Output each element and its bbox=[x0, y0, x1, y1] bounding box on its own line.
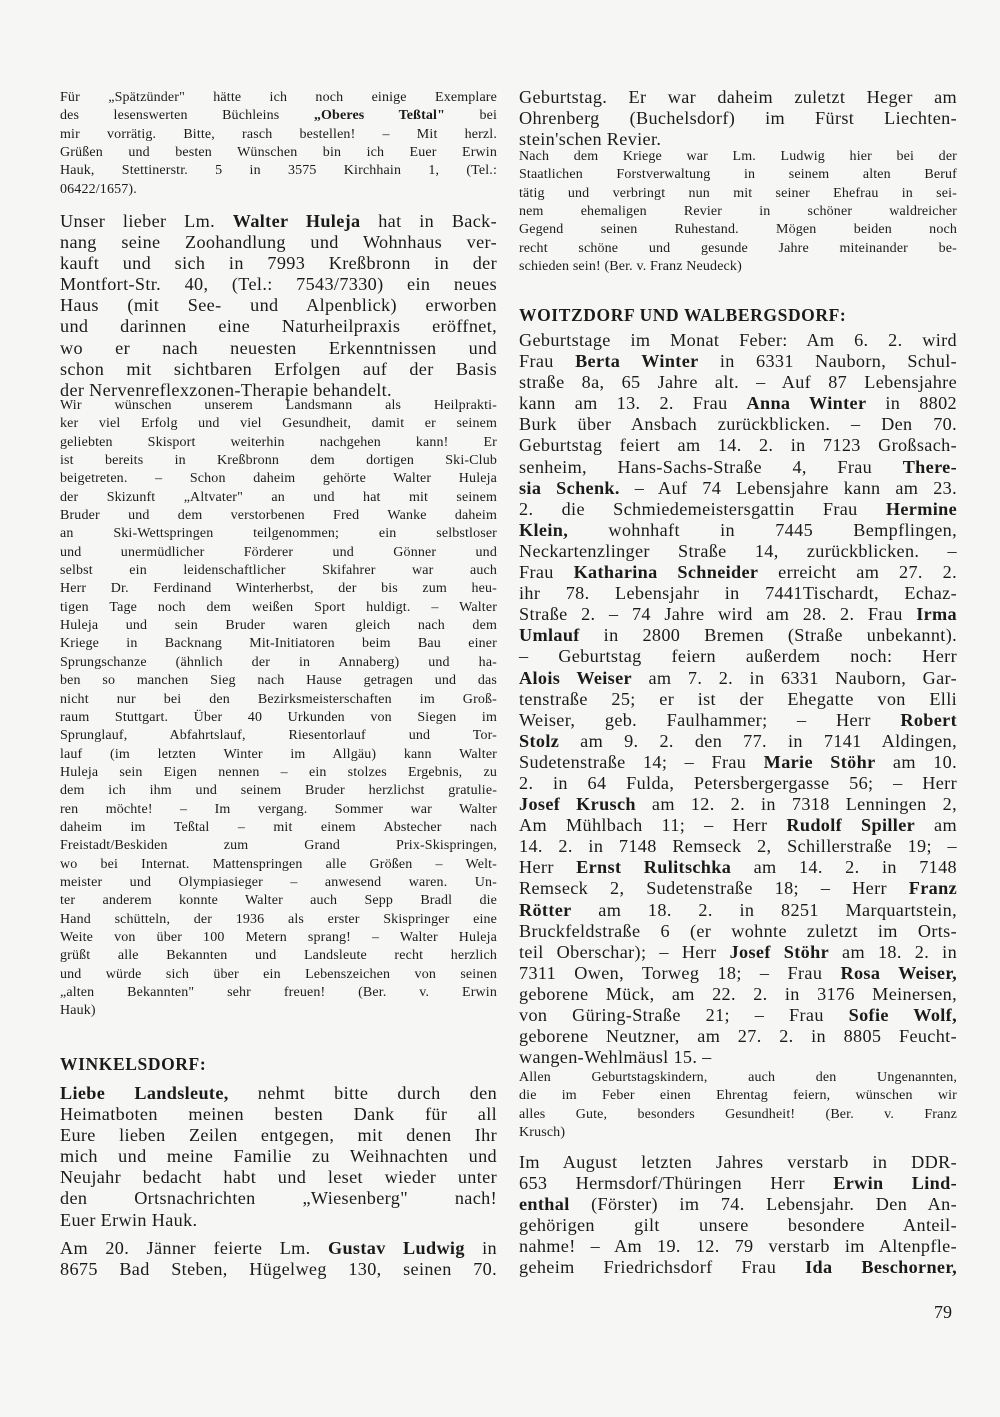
text-run: Unser lieber Lm. bbox=[60, 211, 233, 231]
text-run: Sprunglauf, Abfahrtslauf, Riesentorlauf und Tor- bbox=[60, 728, 497, 744]
text-line bbox=[60, 966, 497, 984]
text-run: Im August letzten Jahres verstarb in DDR- bbox=[519, 1152, 957, 1172]
text-run: Frau bbox=[519, 562, 574, 583]
text-run: 06422/1657). bbox=[60, 181, 137, 197]
text-run: senheim, Hans-Sachs-Straße 4, Frau bbox=[519, 456, 903, 477]
text-line bbox=[60, 599, 497, 617]
text-line bbox=[60, 1188, 497, 1209]
text-line bbox=[519, 1236, 957, 1257]
text-run: daheim im Teßtal – mit einem Abstecher nach bbox=[60, 819, 497, 835]
text-run: 653 Hermsdorf/Thüringen Herr bbox=[519, 1173, 834, 1194]
text-line bbox=[60, 359, 497, 380]
text-line bbox=[519, 1194, 957, 1215]
bold-name: Josef Stöhr bbox=[729, 941, 829, 962]
text-line bbox=[519, 203, 957, 221]
text-line bbox=[60, 782, 497, 800]
text-run: nahme! – Am 19. 12. 79 verstarb im Altenpfle- bbox=[519, 1236, 957, 1257]
text-line bbox=[60, 434, 497, 452]
text-run: nang seine Zoohandlung und Wohnhaus ver- bbox=[60, 232, 497, 253]
text-run: Herr bbox=[519, 857, 577, 878]
text-run: nehmt bitte durch den bbox=[228, 1083, 498, 1103]
text-line bbox=[60, 874, 497, 892]
text-line bbox=[519, 815, 957, 836]
text-run: Grüßen und besten Wünschen bin ich Euer Erwin bbox=[60, 145, 497, 161]
text-run: mir vorrätig. Bitte, rasch bestellen! – Mit herzl. bbox=[60, 126, 497, 142]
text-line bbox=[60, 892, 497, 910]
bold-name: Marie Stöhr bbox=[763, 751, 876, 772]
text-run: Hand schütteln, der 1936 als erster Skispringer eine bbox=[60, 911, 497, 927]
text-line bbox=[519, 414, 957, 435]
text-run: am 9. 2. den 77. in 7141 Aldingen, bbox=[559, 730, 957, 751]
text-run: Weite von über 100 Metern sprang! – Walter Huleja bbox=[60, 929, 497, 945]
note-paragraph bbox=[60, 397, 497, 1021]
text-line bbox=[60, 338, 497, 359]
text-run: Staatlichen Forstverwaltung in seinem alten Beruf bbox=[519, 167, 957, 183]
text-line bbox=[519, 731, 957, 752]
bold-name: Anna Winter bbox=[746, 393, 867, 414]
bold-name: Liebe Landsleute, bbox=[60, 1083, 229, 1103]
text-line bbox=[60, 947, 497, 965]
text-run: am 12. 2. in 7318 Lenningen 2, bbox=[635, 794, 957, 815]
text-run: wo bei Internat. Mattenspringen alle Größen – Welt- bbox=[60, 856, 497, 872]
left-column bbox=[60, 0, 497, 1300]
note-paragraph bbox=[519, 1069, 957, 1142]
text-run: – Geburtstag feiern außerdem noch: Herr bbox=[519, 646, 957, 667]
text-line bbox=[60, 617, 497, 635]
text-run: am 18. 2. in 8251 Marquartstein, bbox=[571, 899, 957, 920]
bold-name: „Oberes Teßtal" bbox=[313, 108, 446, 124]
text-run: des lesenswerten Büchleins bbox=[60, 108, 314, 124]
text-line bbox=[519, 583, 957, 604]
text-run: an Ski-Wettspringen teilgenommen; ein selbstloser bbox=[60, 526, 497, 542]
text-run: raum Stuttgart. Über 40 Urkunden von Siegen im bbox=[60, 709, 497, 725]
text-run: in 8802 bbox=[866, 393, 957, 414]
text-run: meister und Olympiasieger – anwesend waren. Un- bbox=[60, 874, 497, 890]
text-line bbox=[60, 1125, 497, 1146]
text-line bbox=[60, 764, 497, 782]
text-run: ihr 78. Lebensjahr in 7441Tischardt, Echaz- bbox=[519, 583, 957, 604]
text-line bbox=[519, 1069, 957, 1087]
text-run: lauf (im letzten Winter im Allgäu) kann Walter bbox=[60, 746, 497, 762]
bold-name: Berta Winter bbox=[575, 351, 699, 372]
text-run: wangen-Wehlmäusl 15. – bbox=[519, 1047, 712, 1068]
text-run: am 18. 2. in bbox=[829, 941, 958, 962]
text-line bbox=[60, 232, 497, 253]
text-line bbox=[519, 435, 957, 456]
text-line bbox=[519, 984, 957, 1005]
text-run: Straße 2. – 74 Jahre wird am 28. 2. Frau bbox=[519, 604, 917, 625]
text-run: Bruder und dem verstorbenen Fred Wanke daheim bbox=[60, 508, 497, 524]
text-run: 2. in 64 Fulda, Petersbergergasse 56; – Herr bbox=[519, 772, 957, 793]
bold-name: There- bbox=[902, 456, 957, 477]
bold-name: sia Schenk. bbox=[519, 477, 620, 498]
text-line bbox=[519, 108, 957, 129]
text-run: stein'schen Revier. bbox=[519, 129, 662, 150]
text-run: und darinnen eine Naturheilpraxis eröffnet, bbox=[60, 316, 497, 337]
text-line bbox=[60, 1146, 497, 1167]
text-line bbox=[60, 654, 497, 672]
text-run: Geburtstage im Monat Feber: Am 6. 2. wird bbox=[519, 330, 957, 350]
text-line bbox=[519, 773, 957, 794]
body-paragraph bbox=[60, 211, 497, 401]
text-line bbox=[60, 489, 497, 507]
text-line bbox=[60, 181, 497, 199]
text-line bbox=[519, 1173, 957, 1194]
text-line bbox=[519, 942, 957, 963]
text-run: wo er nach neuesten Erkenntnissen und bbox=[60, 337, 497, 358]
text-run: Bruckfeldstraße 6 (er wohnte zuletzt im Orts- bbox=[519, 920, 957, 941]
section-heading: WINKELSDORF: bbox=[60, 1054, 207, 1074]
text-line bbox=[60, 1259, 497, 1280]
bold-name: enthal bbox=[519, 1194, 570, 1215]
bold-name: Ida Beschorner, bbox=[805, 1257, 957, 1278]
text-line bbox=[60, 274, 497, 295]
text-run: – Auf 74 Lebensjahre kann am 23. bbox=[619, 477, 957, 498]
text-run: ben so manchen Sieg nach Hause getragen und das bbox=[60, 673, 497, 689]
text-line bbox=[60, 1083, 497, 1104]
text-run: tenstraße 25; er ist der Ehegatte von Elli bbox=[519, 688, 957, 709]
text-run: Geburtstag feiert am 14. 2. in 7123 Großsach- bbox=[519, 435, 957, 456]
text-line bbox=[519, 857, 957, 878]
text-run: Huleja sein Eigen nennen – ein stolzes Ergebnis, zu bbox=[60, 764, 497, 780]
text-line bbox=[60, 1104, 497, 1125]
bold-name: Gustav Ludwig bbox=[327, 1238, 465, 1258]
bold-name: Walter Huleja bbox=[232, 211, 361, 231]
text-line bbox=[519, 1257, 957, 1278]
text-line bbox=[519, 185, 957, 203]
bold-name: Ernst Rulitschka bbox=[576, 857, 732, 878]
text-run: und unermüdlicher Förderer und Gönner und bbox=[60, 544, 497, 560]
text-run: ker viel Erfolg und viel Gesundheit, damit er seinem bbox=[60, 416, 497, 432]
text-line bbox=[60, 1210, 497, 1231]
text-line bbox=[60, 316, 497, 337]
text-run: Herr Dr. Ferdinand Winterherbst, der bis zum heu- bbox=[60, 581, 497, 597]
bold-name: Hermine bbox=[885, 498, 957, 519]
text-line bbox=[60, 144, 497, 162]
text-line bbox=[519, 1106, 957, 1124]
text-line bbox=[60, 911, 497, 929]
text-run: schon mit sichtbaren Erfolgen auf der Basis bbox=[60, 358, 497, 379]
text-run: Burk über Ansbach zurückblicken. – Den 70. bbox=[519, 414, 957, 435]
text-run: ter anderem konnte Walter auch Sepp Bradl die bbox=[60, 893, 497, 909]
text-run: schieden sein! (Ber. v. Franz Neudeck) bbox=[519, 259, 742, 275]
text-line bbox=[60, 984, 497, 1002]
text-run: Nach dem Kriege war Lm. Ludwig hier bei der bbox=[519, 149, 957, 164]
text-line bbox=[60, 253, 497, 274]
bold-name: Rötter bbox=[519, 899, 572, 920]
bold-name: Robert bbox=[900, 709, 957, 730]
text-run: (Förster) im 74. Lebensjahr. Den An- bbox=[569, 1194, 957, 1215]
text-line bbox=[519, 258, 957, 276]
body-paragraph bbox=[519, 1152, 957, 1279]
text-line bbox=[519, 794, 957, 815]
text-run: recht schöne und gesunde Jahre miteinander be- bbox=[519, 240, 957, 256]
bold-name: Erwin Lind- bbox=[833, 1173, 957, 1194]
text-run: Am 20. Jänner feierte Lm. bbox=[60, 1238, 328, 1258]
text-run: „alten Bekannten" sehr freuen! (Ber. v. Erwin bbox=[60, 985, 497, 1000]
text-run: Weiser, geb. Faulhammer; – Herr bbox=[519, 709, 901, 730]
text-run: Am Mühlbach 11; – Herr bbox=[519, 815, 787, 836]
text-run: und würde sich über ein Lebenszeichen von seinen bbox=[60, 966, 497, 982]
text-line bbox=[60, 211, 497, 232]
text-line bbox=[519, 1215, 957, 1236]
text-line bbox=[519, 878, 957, 899]
text-run: Allen Geburtstagskindern, auch den Ungenannten, bbox=[519, 1070, 957, 1085]
section-heading: WOITZDORF UND WALBERGSDORF: bbox=[519, 305, 847, 325]
text-run: Hauk) bbox=[60, 1003, 96, 1019]
text-run: Für „Spätzünder" hätte ich noch einige Exemplare bbox=[60, 90, 497, 105]
body-paragraph bbox=[519, 330, 957, 1068]
text-line bbox=[60, 452, 497, 470]
body-paragraph bbox=[519, 87, 957, 150]
text-line bbox=[519, 148, 957, 166]
text-line bbox=[519, 541, 957, 562]
text-line bbox=[519, 372, 957, 393]
text-run: grüßt alle Bekannten und Landsleute recht herzlich bbox=[60, 948, 497, 964]
bold-name: Rosa Weiser, bbox=[840, 962, 957, 983]
note-paragraph bbox=[519, 148, 957, 276]
text-run: den Ortsnachrichten „Wiesenberg" nach! bbox=[60, 1188, 497, 1209]
text-run: ist bereits in Kreßbronn dem dortigen Ski-Club bbox=[60, 453, 497, 469]
text-line bbox=[519, 604, 957, 625]
text-line bbox=[60, 126, 497, 144]
text-line bbox=[60, 1167, 497, 1188]
text-line bbox=[60, 672, 497, 690]
text-line bbox=[60, 507, 497, 525]
text-run: Krusch) bbox=[519, 1125, 566, 1141]
text-run: Neckartenzlinger Straße 14, zurückblicken. – bbox=[519, 540, 957, 561]
text-line bbox=[60, 709, 497, 727]
text-run: geborene Mück, am 22. 2. in 3176 Meinersen, bbox=[519, 983, 957, 1004]
text-run: 2. die Schmiedemeistersgattin Frau bbox=[519, 498, 886, 519]
note-paragraph bbox=[60, 89, 497, 199]
text-run: Euer Erwin Hauk. bbox=[60, 1209, 198, 1230]
text-run: der Nervenreflexzonen-Therapie behandelt. bbox=[60, 379, 392, 400]
text-run: Eure lieben Zeilen entgegen, mit denen Ihr bbox=[60, 1125, 497, 1146]
text-run: Haus (mit See- und Alpenblick) erworben bbox=[60, 295, 497, 316]
text-run: Huleja und sein Bruder waren gleich nach dem bbox=[60, 618, 497, 634]
text-run: Gegend seinen Ruhestand. Mögen beiden noch bbox=[519, 222, 957, 238]
text-line bbox=[60, 562, 497, 580]
text-run: geliebten Skisport weiterhin nachgehen kann! Er bbox=[60, 434, 497, 450]
text-run: kann am 13. 2. Frau bbox=[519, 393, 747, 414]
text-run: Montfort-Str. 40, (Tel.: 7543/7330) ein neues bbox=[60, 274, 497, 295]
text-run: der Skizunft „Altvater" an und hat mit seinem bbox=[60, 489, 497, 505]
text-line bbox=[60, 635, 497, 653]
text-run: Frau bbox=[519, 351, 576, 372]
text-line bbox=[60, 397, 497, 415]
text-run: geheim Friedrichsdorf Frau bbox=[519, 1257, 806, 1278]
text-line bbox=[519, 457, 957, 478]
text-run: Hauk, Stettinerstr. 5 in 3575 Kirchhain 1, (Tel.: bbox=[60, 163, 497, 179]
text-line bbox=[519, 963, 957, 984]
bold-name: Katharina Schneider bbox=[573, 562, 759, 583]
text-line bbox=[60, 801, 497, 819]
text-run: Kriege in Backnang Mit-Initiatoren beim Bau einer bbox=[60, 636, 497, 652]
text-run: am bbox=[915, 815, 957, 836]
text-line bbox=[519, 478, 957, 499]
text-run: beigetreten. – Schon daheim gehörte Walter Huleja bbox=[60, 471, 497, 487]
text-line bbox=[60, 837, 497, 855]
bold-name: Stolz bbox=[519, 730, 560, 751]
text-line bbox=[60, 727, 497, 745]
text-run: wohnhaft in 7445 Bempflingen, bbox=[568, 519, 957, 540]
text-run: 8675 Bad Steben, Hügelweg 130, seinen 70. bbox=[60, 1259, 497, 1280]
text-line bbox=[519, 1047, 957, 1068]
text-line bbox=[519, 836, 957, 857]
bold-name: Alois Weiser bbox=[519, 667, 632, 688]
text-line bbox=[519, 499, 957, 520]
bold-name: Umlauf bbox=[519, 625, 580, 646]
text-line bbox=[60, 470, 497, 488]
text-run: Neujahr bedacht habt und leset wieder unter bbox=[60, 1167, 497, 1188]
right-column bbox=[519, 0, 957, 1300]
text-run: 7311 Owen, Torweg 18; – Frau bbox=[519, 962, 841, 983]
text-line bbox=[519, 330, 957, 351]
bold-name: Josef Krusch bbox=[519, 794, 636, 815]
text-run: tigen Tage noch dem weißen Sport huldigt. – Walter bbox=[60, 599, 497, 615]
bold-name: Irma bbox=[916, 604, 957, 625]
text-line bbox=[519, 240, 957, 258]
text-run: die im Feber einen Ehrentag feiern, wünschen wir bbox=[519, 1088, 957, 1104]
bold-name: Sofie Wolf, bbox=[848, 1005, 957, 1025]
bold-name: Klein, bbox=[519, 519, 569, 540]
text-line bbox=[60, 856, 497, 874]
text-run: am 10. bbox=[875, 751, 958, 772]
text-run: mich und meine Familie zu Weihnachten und bbox=[60, 1146, 497, 1167]
text-run: Geburtstag. Er war daheim zuletzt Heger am bbox=[519, 87, 957, 107]
body-paragraph bbox=[60, 1238, 497, 1280]
text-line bbox=[519, 921, 957, 942]
text-run: am 14. 2. in 7148 bbox=[731, 857, 957, 878]
text-line bbox=[519, 900, 957, 921]
text-run: von Güring-Straße 21; – Frau bbox=[519, 1005, 849, 1025]
text-line bbox=[60, 580, 497, 598]
text-line bbox=[60, 89, 497, 107]
text-line bbox=[519, 393, 957, 414]
text-line bbox=[519, 87, 957, 108]
text-run: Ohrenberg (Buchelsdorf) im Fürst Liechten- bbox=[519, 108, 957, 129]
text-run: Remseck 2, Sudetenstraße 18; – Herr bbox=[519, 878, 909, 899]
text-line bbox=[519, 1124, 957, 1142]
text-line bbox=[60, 544, 497, 562]
text-run: Freistadt/Beskiden zum Grand Prix-Skispringen, bbox=[60, 838, 497, 854]
text-run: kauft und sich in 7993 Kreßbronn in der bbox=[60, 253, 497, 274]
text-line bbox=[519, 1026, 957, 1047]
text-run: tätig und verbringt nun mit seiner Ehefrau in sei- bbox=[519, 185, 957, 201]
text-line bbox=[519, 351, 957, 372]
text-line bbox=[60, 929, 497, 947]
text-run: in 6331 Nauborn, Schul- bbox=[698, 351, 958, 372]
text-line bbox=[519, 1152, 957, 1173]
text-line bbox=[519, 1005, 957, 1026]
text-line bbox=[519, 710, 957, 731]
text-line bbox=[60, 415, 497, 433]
text-line bbox=[60, 819, 497, 837]
text-run: bei bbox=[445, 108, 497, 124]
body-paragraph bbox=[60, 1083, 497, 1231]
text-line bbox=[60, 691, 497, 709]
text-run: ren möchte! – Im vergang. Sommer war Walter bbox=[60, 801, 497, 817]
text-line bbox=[519, 689, 957, 710]
text-run: geborene Neutzner, am 27. 2. in 8805 Feucht- bbox=[519, 1026, 957, 1047]
text-run: Sprungschanze (ähnlich der in Annaberg) und ha- bbox=[60, 654, 497, 670]
text-line bbox=[519, 562, 957, 583]
text-run: Wir wünschen unserem Landsmann als Heilprakti- bbox=[60, 398, 497, 413]
text-line bbox=[60, 1002, 497, 1020]
text-line bbox=[60, 1238, 497, 1259]
text-run: Heimatboten meinen besten Dank für all bbox=[60, 1104, 497, 1125]
bold-name: Franz bbox=[908, 878, 957, 899]
text-line bbox=[519, 221, 957, 239]
text-line bbox=[60, 295, 497, 316]
text-line bbox=[519, 625, 957, 646]
text-line bbox=[519, 520, 957, 541]
bold-name: Rudolf Spiller bbox=[786, 815, 916, 836]
text-run: in 2800 Bremen (Straße unbekannt). bbox=[579, 625, 957, 646]
text-run: erreicht am 27. 2. bbox=[758, 562, 957, 583]
text-run: am 7. 2. in 6331 Nauborn, Gar- bbox=[631, 667, 957, 688]
text-run: teil Oberschar); – Herr bbox=[519, 941, 730, 962]
text-line bbox=[519, 166, 957, 184]
text-run: alles Gute, besonders Gesundheit! (Ber. v. Franz bbox=[519, 1106, 957, 1122]
text-run: straße 8a, 65 Jahre alt. – Auf 87 Lebensjahre bbox=[519, 372, 957, 393]
text-run: nem ehemaligen Revier in schöner waldreicher bbox=[519, 204, 957, 220]
text-line bbox=[519, 1087, 957, 1105]
text-line bbox=[60, 525, 497, 543]
text-line bbox=[60, 746, 497, 764]
text-line bbox=[60, 162, 497, 180]
page-number: 79 bbox=[934, 1302, 952, 1322]
text-run: Sudetenstraße 14; – Frau bbox=[519, 751, 764, 772]
text-run: gehörigen gilt unsere besondere Anteil- bbox=[519, 1215, 957, 1236]
text-run: dem ich ihm und seinem Bruder herzlichst gratulie- bbox=[60, 783, 497, 799]
text-line bbox=[519, 752, 957, 773]
text-line bbox=[519, 646, 957, 667]
text-line bbox=[519, 668, 957, 689]
text-run: in bbox=[464, 1238, 498, 1258]
text-run: nicht nur bei den Bezirksmeisterschaften im Groß- bbox=[60, 691, 497, 707]
text-run: 14. 2. in 7148 Remseck 2, Schillerstraße 19; – bbox=[519, 836, 957, 857]
text-run: hat in Back- bbox=[360, 211, 497, 231]
text-run: selbst ein leidenschaftlicher Skifahrer war auch bbox=[60, 563, 497, 579]
text-line bbox=[60, 107, 497, 125]
